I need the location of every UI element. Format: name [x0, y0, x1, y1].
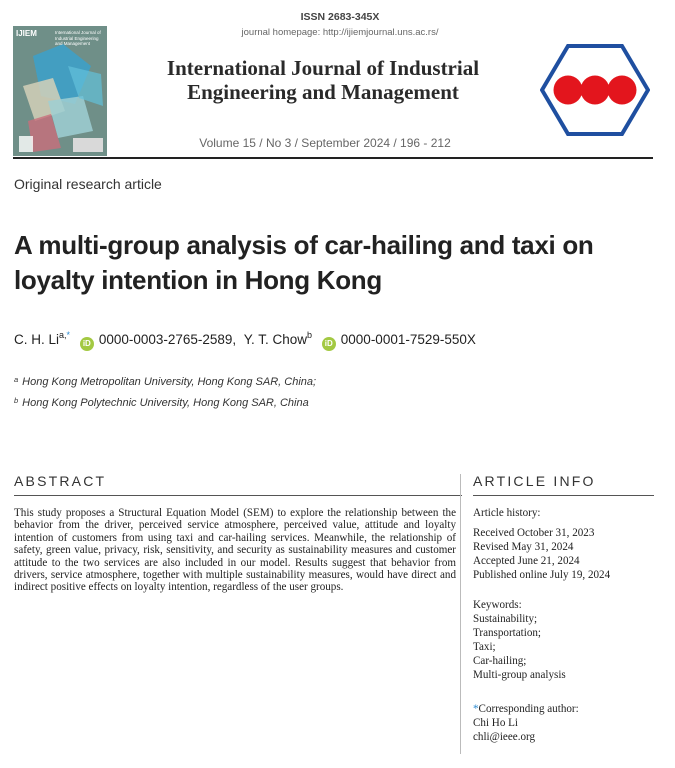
published-date: Published online July 19, 2024 — [473, 569, 611, 581]
orcid-id[interactable]: 0000-0001-7529-550X — [340, 332, 476, 347]
author-list — [14, 332, 476, 351]
affiliation-mark: b — [14, 396, 19, 405]
corresponding-author-label — [473, 702, 579, 716]
abstract-divider — [14, 495, 462, 496]
article-info-divider — [473, 495, 654, 496]
keyword: Car-hailing; — [473, 655, 527, 667]
column-divider — [460, 474, 461, 754]
cover-title: International Journal of Industrial Engineering and Management — [55, 30, 101, 46]
volume-info: Volume 15 / No 3 / September 2024 / 196 - 212 — [199, 136, 451, 150]
keyword: Multi-group analysis — [473, 669, 566, 681]
journal-cover-image — [13, 26, 107, 156]
paper-title — [14, 228, 654, 298]
orcid-id[interactable]: 0000-0003-2765-2589, — [98, 332, 237, 347]
journal-logo — [540, 42, 650, 138]
affiliation-mark: a — [14, 375, 19, 384]
affiliation-mark: a,* — [59, 330, 71, 340]
journal-title — [128, 56, 518, 104]
orcid-icon[interactable]: iD — [80, 337, 94, 351]
issn: ISSN 2683-345X — [300, 11, 380, 23]
keyword: Sustainability; — [473, 613, 538, 625]
abstract-text: This study proposes a Structural Equation Model (SEM) to explore the relationship between the behavior from the driver, perceived service atmosphere, perceived value, attitude and loyalty intention of customers from using taxi and car-hailing services. Meanwhile, the relationship of safety, green value, privacy, risk, sensitivity, and security as sustainability measures and customer attitude to the two services are also included in our model. Results suggest that behavior from drivers, service atmosphere, together with multiple sustainability measures, would have direct and indirect positive effects on loyalty intention, regardless of the user groups. — [14, 507, 456, 594]
paper-title-line1: A multi-group analysis of car-hailing and taxi on — [14, 230, 594, 260]
article-history-label: Article history: — [473, 507, 541, 519]
corresponding-author-email[interactable]: chli@ieee.org — [473, 731, 536, 743]
corresponding-label-text: Corresponding author: — [478, 703, 579, 715]
keyword: Transportation; — [473, 627, 542, 639]
corresponding-author-name: Chi Ho Li — [473, 717, 518, 729]
revised-date: Revised May 31, 2024 — [473, 541, 574, 553]
keywords-label: Keywords: — [473, 599, 522, 611]
header-divider — [13, 157, 653, 159]
accepted-date: Accepted June 21, 2024 — [473, 555, 580, 567]
journal-homepage-link[interactable]: journal homepage: http://ijiemjournal.uns.ac.rs/ — [241, 27, 439, 38]
corresponding-star: * — [473, 703, 479, 715]
hexagon-logo-icon — [540, 42, 650, 138]
affiliation-text: Hong Kong Metropolitan University, Hong Kong SAR, China; — [22, 376, 317, 388]
article-info-heading: ARTICLE INFO — [473, 473, 596, 489]
author-name[interactable]: Y. T. Chow — [243, 332, 307, 347]
affiliation — [14, 397, 309, 409]
article-type: Original research article — [14, 176, 162, 192]
affiliation-mark: b — [307, 330, 313, 340]
affiliation — [14, 376, 316, 388]
abstract-heading: ABSTRACT — [14, 473, 107, 489]
affiliation-text: Hong Kong Polytechnic University, Hong Kong SAR, China — [22, 397, 309, 409]
journal-title-line2: Engineering and Management — [187, 80, 459, 104]
journal-title-line1: International Journal of Industrial — [166, 56, 480, 80]
orcid-icon[interactable]: iD — [322, 337, 336, 351]
received-date: Received October 31, 2023 — [473, 527, 595, 539]
keyword: Taxi; — [473, 641, 496, 653]
cover-abbrev: IJIEM — [16, 29, 37, 38]
paper-title-line2: loyalty intention in Hong Kong — [14, 265, 382, 295]
author-name[interactable]: C. H. Li — [14, 332, 60, 347]
